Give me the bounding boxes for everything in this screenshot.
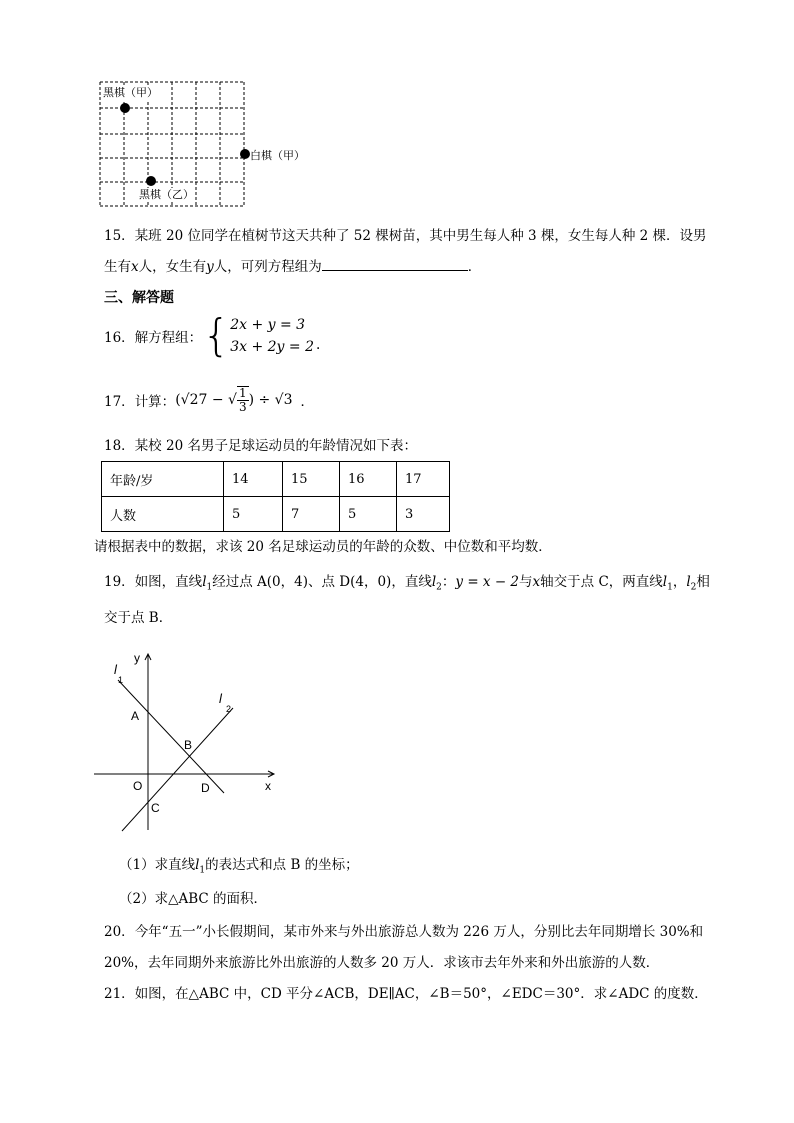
q19-x: x	[532, 574, 541, 590]
q17-fraction	[237, 386, 249, 414]
q15-answer-blank[interactable]	[322, 256, 468, 271]
x-axis-label: x	[265, 779, 271, 793]
table-cell: 14	[224, 462, 283, 497]
q19-text1a: 如图，直线	[134, 574, 203, 590]
q17-label: 计算：	[134, 394, 176, 410]
q17-tail: ．	[300, 394, 314, 410]
q19-l2-sub-b: 2	[690, 582, 697, 593]
q19-text1b: 经过点 A(0，4)、点 D(4，0)，直线	[212, 574, 432, 590]
q19-line1	[104, 572, 710, 598]
q18-line1	[104, 436, 417, 456]
table-cell: 16	[340, 462, 397, 497]
black-piece-a	[120, 103, 130, 113]
point-B: B	[184, 738, 193, 752]
black-piece-b	[146, 176, 156, 186]
q19-text1d: 与	[519, 574, 533, 590]
label-black-a: 黑棋（甲）	[103, 86, 158, 99]
q19-part1b: 的表达式和点 B 的坐标；	[205, 857, 359, 873]
q15-text1: 某班 20 位同学在植树节这天共种了 52 棵树苗，其中男生每人种 3 棵，女生每人种 2 棵．设男	[134, 228, 707, 244]
q20-text1: 今年“五一”小长假期间，某市外来与外出旅游总人数为 226 万人，分别比去年同期增长 30%和	[134, 924, 704, 940]
q19-number: 19．	[104, 574, 135, 590]
table-cell: 17	[397, 462, 450, 497]
q16-label: 解方程组：	[134, 330, 203, 346]
q19-l1-sub: 1	[206, 582, 213, 593]
q19-part2: （2）求△ABC 的面积．	[119, 891, 268, 907]
q19-eq: y = x − 2	[455, 574, 520, 590]
q19-l2-sub: 2	[436, 582, 442, 593]
table-row	[102, 497, 450, 532]
q19-text1c: ：	[441, 574, 456, 590]
table-cell: 7	[283, 497, 340, 532]
table-cell: 5	[340, 497, 397, 532]
q17	[104, 382, 314, 418]
q19-part1-sub: 1	[199, 865, 206, 876]
label-white-a: 白棋（甲）	[250, 149, 305, 162]
q19-text1e: 轴交于点 C，两直线	[540, 574, 663, 590]
q17-expr-a: (√27 − √	[175, 392, 237, 408]
q15-end: ．	[467, 259, 482, 275]
label-l1-sub: 1	[118, 675, 124, 685]
label-black-b: 黑棋（乙）	[139, 188, 194, 201]
q15-text2a: 生有	[104, 259, 131, 275]
q20-number: 20．	[104, 924, 135, 940]
q17-frac-den: 3	[238, 400, 247, 414]
coordinate-figure	[88, 650, 288, 835]
q20-line2: 20%，去年同期外来旅游比外出旅游的人数多 20 万人．求该市去年外来和外出旅游的人数．	[104, 955, 660, 971]
point-D: D	[201, 781, 210, 795]
q19-part1-l: l	[195, 857, 200, 873]
q19-part1a: （1）求直线	[119, 857, 196, 873]
label-l2: l	[219, 691, 222, 706]
q18-number: 18．	[104, 438, 135, 454]
table-cell: 3	[397, 497, 450, 532]
q21-text: 如图，在△ABC 中，CD 平分∠ACB，DE∥AC，∠B＝50°，∠EDC＝30°．求∠ADC 的度数．	[134, 986, 708, 1002]
q15-text2c: 人，可列方程组为	[213, 259, 322, 275]
table-cell: 15	[283, 462, 340, 497]
point-C: C	[151, 801, 160, 815]
q19-part1	[119, 855, 359, 881]
q20-line1	[104, 922, 703, 942]
q19-l1: l	[202, 574, 207, 590]
q15-line2	[104, 256, 481, 277]
q16-tail: .	[315, 337, 321, 353]
table-row	[102, 462, 450, 497]
q15-line1	[104, 226, 707, 246]
q16	[104, 312, 320, 360]
q19-line2: 交于点 B．	[104, 610, 173, 626]
q19-text1f: ，	[672, 574, 687, 590]
q17-expr-b: ) ÷ √3	[248, 392, 293, 408]
q19-l2: l	[431, 574, 437, 590]
q18-text: 某校 20 名男子足球运动员的年龄情况如下表：	[134, 438, 417, 454]
label-l2-sub: 2	[226, 704, 232, 714]
q18-question: 请根据表中的数据，求该 20 名足球运动员的年龄的众数、中位数和平均数．	[94, 539, 552, 555]
table-cell: 年龄/岁	[102, 462, 224, 497]
q21-line	[104, 984, 708, 1004]
q15-var-y: y	[206, 259, 214, 275]
q17-number: 17．	[104, 394, 135, 410]
q19-l2-b: l	[686, 574, 691, 590]
q19-text1g: 相	[696, 574, 710, 590]
table-cell: 人数	[102, 497, 224, 532]
age-table	[101, 461, 450, 532]
brace-symbol: {	[202, 310, 231, 361]
table-cell: 5	[224, 497, 283, 532]
q15-text2b: 人，女生有	[138, 259, 207, 275]
point-O: O	[133, 779, 143, 793]
q21-number: 21．	[104, 986, 135, 1002]
q16-number: 16．	[104, 330, 135, 346]
white-piece-a	[240, 149, 250, 159]
q17-frac-num: 1	[238, 386, 247, 400]
section-title: 三、解答题	[104, 290, 174, 306]
q16-eq1: 2x + y = 3	[230, 317, 306, 333]
line-l2	[122, 708, 233, 831]
q15-number: 15．	[104, 228, 135, 244]
q15-var-x: x	[131, 259, 139, 275]
q16-equations	[230, 314, 314, 358]
label-l1: l	[114, 662, 117, 677]
point-A: A	[131, 709, 140, 723]
q19-l1-sub-b: 1	[667, 582, 673, 593]
q16-eq2: 3x + 2y = 2	[230, 339, 314, 355]
q19-l1-b: l	[662, 574, 668, 590]
y-axis-label: y	[134, 651, 140, 665]
